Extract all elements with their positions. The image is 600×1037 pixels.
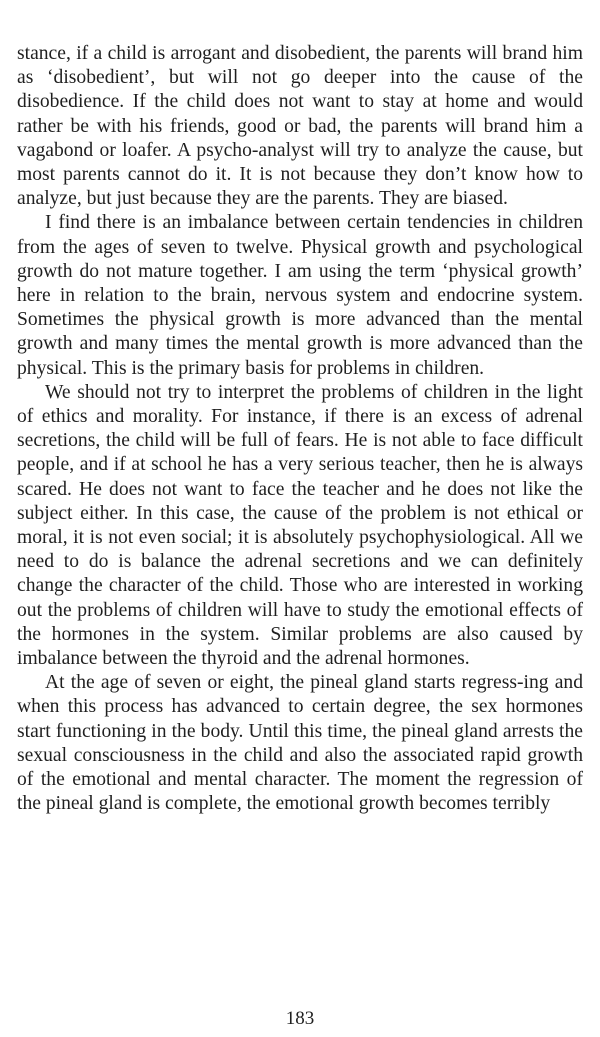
paragraph-3: We should not try to interpret the problems of children in the light of ethics and morality. For instance, if there is an excess of adrenal secretions, the child will be full of fears. He is not able to face difficult people, and if at school he has a very serious teacher, then he is always scared. He does not want to face the teacher and he does not like the subject either. In this case, the cause of the problem is not ethical or moral, it is not even social; it is absolutely psychophysiological. All we need to do is balance the adrenal secretions and we can definitely change the character of the child. Those who are interested in working out the problems of children will have to study the emotional effects of the hormones in the system. Similar problems are also caused by imbalance between the thyroid and the adrenal hormones. (17, 381, 583, 670)
paragraph-2: I find there is an imbalance between certain tendencies in children from the ages of seven to twelve. Physical growth and psychological growth do not mature together. I am using the term ‘physical growth’ here in relation to the brain, nervous system and endocrine system. Sometimes the physical growth is more advanced than the mental growth and many times the mental growth is more advanced than the physical. This is the primary basis for problems in children. (17, 212, 583, 379)
paragraph-4: At the age of seven or eight, the pineal gland starts regress-ing and when this process has advanced to certain degree, the sex hormones start functioning in the body. Until this time, the pineal gland arrests the sexual consciousness in the child and also the associated rapid growth of the emotional and mental character. The moment the regression of the pineal gland is complete, the emotional growth becomes terribly (17, 672, 583, 815)
page-number: 183 (285, 1008, 315, 1029)
page-body (17, 42, 583, 817)
paragraph-1: stance, if a child is arrogant and disobedient, the parents will brand him as ‘disobedient’, but will not go deeper into the cause of the disobedience. If the child does not want to stay at home and would rather be with his friends, good or bad, the parents will brand him a vagabond or loafer. A psycho-analyst will try to analyze the cause, but most parents cannot do it. It is not because they don’t know how to analyze, but just because they are the parents. They are biased. (17, 43, 583, 210)
